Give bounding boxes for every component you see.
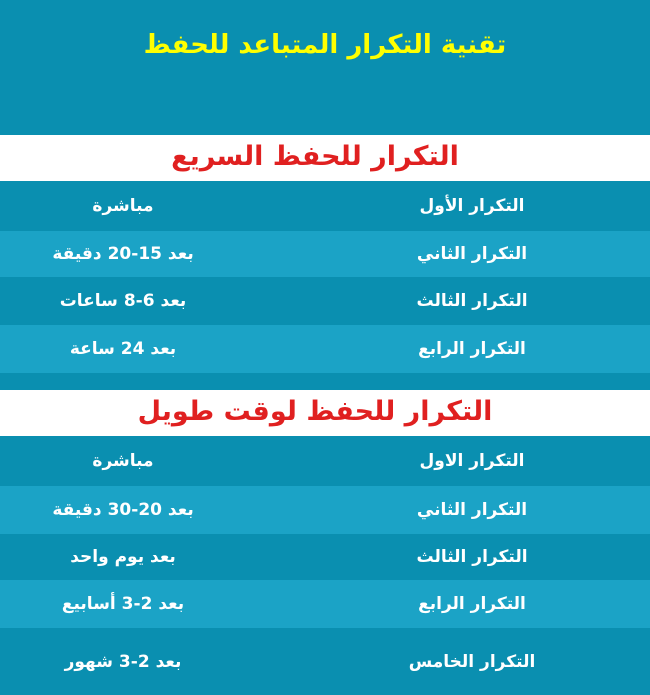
repetition-time: مباشرة [92,451,154,471]
repetition-label: التكرار الثالث [416,547,528,567]
repetition-label: التكرار الثاني [416,500,528,520]
table-row [0,277,650,325]
repetition-time: بعد 6-8 ساعات [59,291,187,311]
table-row [0,436,650,486]
page-title: تقنية التكرار المتباعد للحفظ [143,30,507,60]
repetition-time: بعد 24 ساعة [69,339,177,359]
repetition-time: بعد 2-3 أسابيع [61,594,185,614]
repetition-label: التكرار الأول [419,196,525,216]
repetition-label: التكرار الرابع [418,339,526,359]
section-header-long [0,390,650,436]
repetition-time: بعد 20-30 دقيقة [52,500,194,520]
row-spacer [0,373,650,390]
section-title: التكرار للحفظ السريع [171,141,459,172]
repetition-label: التكرار الخامس [408,651,536,672]
title-band [0,0,650,135]
repetition-time: مباشرة [92,196,154,216]
repetition-label: التكرار الاول [419,451,525,471]
repetition-time: بعد 2-3 شهور [64,651,182,672]
repetition-time: بعد يوم واحد [70,547,176,567]
table-row [0,580,650,628]
section-title: التكرار للحفظ لوقت طويل [137,396,493,427]
table-row [0,325,650,373]
repetition-time: بعد 15-20 دقيقة [52,244,194,264]
table-row [0,486,650,534]
table-row [0,628,650,695]
table-row [0,231,650,277]
repetition-label: التكرار الثالث [416,291,528,311]
table-row [0,534,650,580]
table-row [0,181,650,231]
section-header-fast [0,135,650,181]
repetition-label: التكرار الثاني [416,244,528,264]
repetition-label: التكرار الرابع [418,594,526,614]
